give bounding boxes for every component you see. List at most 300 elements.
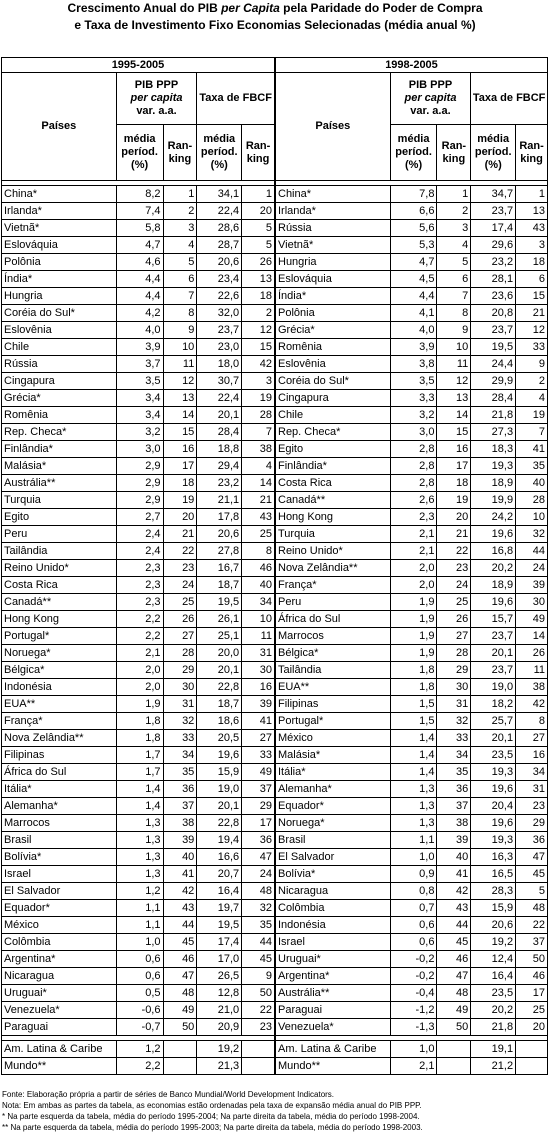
fbcf-media-cell: 29,9 [471, 373, 516, 390]
table-row [276, 883, 548, 900]
fbcf-ranking-cell: 23 [242, 1019, 275, 1036]
table-row [2, 594, 275, 611]
table-row [2, 645, 275, 662]
table-row [2, 254, 275, 271]
pib-media-cell: 7,4 [116, 203, 163, 220]
fbcf-media-cell: 16,3 [471, 849, 516, 866]
fbcf-media-cell: 22,4 [197, 203, 242, 220]
pib-media-cell: 1,3 [390, 781, 437, 798]
pib-media-cell: 4,4 [116, 288, 163, 305]
table-row [276, 934, 548, 951]
fbcf-ranking-cell: 44 [516, 543, 548, 560]
pib-media-cell: 2,3 [390, 509, 437, 526]
country-cell: Uruguai* [276, 951, 391, 968]
table-row [276, 917, 548, 934]
country-cell: Mundo** [2, 1058, 117, 1075]
pib-media-cell: 5,8 [116, 220, 163, 237]
fbcf-ranking-cell [516, 1058, 548, 1075]
country-cell: Itália* [2, 781, 117, 798]
pib-ranking-cell: 26 [163, 611, 197, 628]
fbcf-ranking-cell: 28 [516, 492, 548, 509]
pib-ranking-cell: 27 [437, 628, 471, 645]
pib-media-cell: 0,6 [390, 917, 437, 934]
fbcf-media-cell: 34,7 [471, 186, 516, 203]
fbcf-ranking-cell: 15 [242, 339, 275, 356]
table-row [276, 390, 548, 407]
fbcf-media-cell: 23,4 [197, 271, 242, 288]
pib-media-cell: 0,6 [116, 968, 163, 985]
pib-ranking-cell: 31 [437, 696, 471, 713]
fbcf-media-cell: 22,4 [197, 390, 242, 407]
pib-ranking-cell: 19 [437, 492, 471, 509]
table-row [2, 186, 275, 203]
table-row [276, 1058, 548, 1075]
fbcf-ranking-cell: 26 [516, 645, 548, 662]
fbcf-media-cell: 16,6 [197, 849, 242, 866]
fbcf-media-cell: 20,6 [197, 526, 242, 543]
country-cell: Austrália** [276, 985, 391, 1002]
left-pib-ranking-header: Ran-king [163, 125, 197, 181]
country-cell: Equador* [276, 798, 391, 815]
fbcf-ranking-cell: 2 [242, 305, 275, 322]
country-cell: África do Sul [2, 764, 117, 781]
pib-ranking-cell: 2 [163, 203, 197, 220]
fbcf-media-cell: 17,0 [197, 951, 242, 968]
fbcf-ranking-cell: 38 [242, 441, 275, 458]
country-cell: Reino Unido* [276, 543, 391, 560]
country-cell: Finlândia* [2, 441, 117, 458]
fbcf-media-cell: 19,4 [197, 832, 242, 849]
country-cell: Romênia [276, 339, 391, 356]
pib-ranking-cell: 18 [163, 475, 197, 492]
fbcf-media-cell: 19,3 [471, 764, 516, 781]
table-row [276, 611, 548, 628]
right-fbcf-ranking-header: Ran-king [516, 125, 548, 181]
pib-ranking-cell: 42 [437, 883, 471, 900]
country-cell: Grécia* [276, 322, 391, 339]
fbcf-media-cell: 19,3 [471, 832, 516, 849]
table-row [2, 509, 275, 526]
table-row [276, 1041, 548, 1058]
pib-media-cell: 3,0 [390, 424, 437, 441]
pib-media-cell: 4,5 [390, 271, 437, 288]
country-cell: Bolívia* [2, 849, 117, 866]
pib-media-cell: 0,6 [116, 951, 163, 968]
fbcf-media-cell: 30,7 [197, 373, 242, 390]
pib-ranking-cell: 31 [163, 696, 197, 713]
table-row [2, 271, 275, 288]
table-row [2, 628, 275, 645]
pib-ranking-cell: 22 [437, 543, 471, 560]
country-cell: Egito [2, 509, 117, 526]
pib-ranking-cell: 6 [163, 271, 197, 288]
fbcf-ranking-cell: 38 [516, 679, 548, 696]
pib-ranking-cell: 35 [437, 764, 471, 781]
fbcf-ranking-cell: 32 [242, 900, 275, 917]
country-cell: Bélgica* [276, 645, 391, 662]
pib-ranking-cell: 12 [437, 373, 471, 390]
pib-ranking-cell: 48 [163, 985, 197, 1002]
pib-media-cell: 1,3 [390, 798, 437, 815]
country-cell: Tailândia [276, 662, 391, 679]
fbcf-media-cell: 27,8 [197, 543, 242, 560]
country-cell: Rússia [2, 356, 117, 373]
table-row [2, 849, 275, 866]
table-row [2, 764, 275, 781]
table-row [2, 1002, 275, 1019]
fbcf-media-cell: 21,0 [197, 1002, 242, 1019]
fbcf-media-cell: 12,4 [471, 951, 516, 968]
table-row [2, 390, 275, 407]
country-cell: Filipinas [2, 747, 117, 764]
pib-ranking-cell: 41 [437, 866, 471, 883]
fbcf-ranking-cell: 25 [516, 1002, 548, 1019]
left-panel-table [1, 57, 275, 1075]
country-cell: Chile [2, 339, 117, 356]
country-cell: EUA** [2, 696, 117, 713]
pib-media-cell: 2,1 [116, 645, 163, 662]
table-row [276, 322, 548, 339]
fbcf-media-cell: 16,4 [471, 968, 516, 985]
pib-media-cell: -0,7 [116, 1019, 163, 1036]
table-row [276, 1019, 548, 1036]
country-cell: El Salvador [276, 849, 391, 866]
pib-media-cell: 1,1 [116, 917, 163, 934]
pib-media-cell: 4,4 [116, 271, 163, 288]
pib-media-cell: 3,4 [116, 390, 163, 407]
left-panel-header [2, 58, 275, 181]
left-country-rows [2, 186, 275, 1036]
pib-ranking-cell: 40 [437, 849, 471, 866]
fbcf-ranking-cell: 18 [242, 288, 275, 305]
country-cell: Itália* [276, 764, 391, 781]
fbcf-ranking-cell: 34 [516, 764, 548, 781]
pib-media-cell: 1,3 [116, 849, 163, 866]
country-cell: Eslováquia [276, 271, 391, 288]
country-cell: Hungria [276, 254, 391, 271]
pib-media-cell: 2,1 [390, 543, 437, 560]
country-cell: Uruguai* [2, 985, 117, 1002]
fbcf-ranking-cell [516, 1041, 548, 1058]
pib-media-cell: 1,4 [390, 747, 437, 764]
country-cell: Tailândia [2, 543, 117, 560]
fbcf-ranking-cell: 10 [516, 509, 548, 526]
fbcf-media-cell: 28,1 [471, 271, 516, 288]
pib-ranking-cell: 39 [163, 832, 197, 849]
fbcf-ranking-cell: 33 [516, 339, 548, 356]
table-row [2, 577, 275, 594]
pib-media-cell: 4,0 [390, 322, 437, 339]
pib-media-cell: 1,1 [390, 832, 437, 849]
fbcf-media-cell: 20,1 [197, 798, 242, 815]
pib-media-cell: 2,6 [390, 492, 437, 509]
table-row [2, 322, 275, 339]
fbcf-media-cell: 23,5 [471, 747, 516, 764]
fbcf-ranking-cell: 32 [516, 526, 548, 543]
fbcf-media-cell: 28,4 [197, 424, 242, 441]
table-title [0, 0, 550, 34]
fbcf-ranking-cell: 36 [242, 832, 275, 849]
pib-ranking-cell: 33 [163, 730, 197, 747]
country-cell: França* [276, 577, 391, 594]
pib-media-cell: 2,0 [116, 679, 163, 696]
pib-ranking-cell: 16 [163, 441, 197, 458]
table-row [2, 866, 275, 883]
fbcf-media-cell: 23,0 [197, 339, 242, 356]
pib-media-cell: 3,9 [116, 339, 163, 356]
table-row [2, 339, 275, 356]
table-row [276, 696, 548, 713]
fbcf-media-cell: 20,1 [471, 645, 516, 662]
pib-ranking-cell: 43 [437, 900, 471, 917]
table-row [2, 900, 275, 917]
fbcf-media-cell: 18,3 [471, 441, 516, 458]
pib-media-cell: 2,9 [116, 458, 163, 475]
fbcf-ranking-cell: 28 [242, 407, 275, 424]
pib-media-cell: 1,9 [390, 645, 437, 662]
fbcf-media-cell: 15,7 [471, 611, 516, 628]
pib-media-cell: 2,4 [116, 526, 163, 543]
pib-media-cell: 2,2 [116, 1058, 163, 1075]
country-cell: Eslovênia [276, 356, 391, 373]
table-row [2, 917, 275, 934]
pib-ranking-cell: 10 [437, 339, 471, 356]
pib-ranking-cell: 16 [437, 441, 471, 458]
fbcf-ranking-cell: 14 [242, 475, 275, 492]
fbcf-ranking-cell: 11 [516, 662, 548, 679]
pib-media-cell: 0,8 [390, 883, 437, 900]
table-row [276, 560, 548, 577]
pib-media-cell: 2,4 [116, 543, 163, 560]
fbcf-media-cell: 19,3 [471, 458, 516, 475]
table-row [276, 424, 548, 441]
table-row [2, 934, 275, 951]
country-cell: França* [2, 713, 117, 730]
country-cell: Irlanda* [2, 203, 117, 220]
fbcf-media-cell: 28,4 [471, 390, 516, 407]
pib-ranking-cell: 4 [437, 237, 471, 254]
country-cell: Peru [276, 594, 391, 611]
fbcf-media-cell: 18,2 [471, 696, 516, 713]
fbcf-media-cell: 20,6 [197, 254, 242, 271]
pib-media-cell: 1,4 [390, 730, 437, 747]
pib-media-cell: 3,2 [390, 407, 437, 424]
country-cell: Marrocos [276, 628, 391, 645]
pib-ranking-cell: 2 [437, 203, 471, 220]
country-cell: Indonésia [276, 917, 391, 934]
table-row [2, 883, 275, 900]
pib-ranking-cell: 25 [437, 594, 471, 611]
table-row [2, 781, 275, 798]
fbcf-media-cell: 18,6 [197, 713, 242, 730]
fbcf-media-cell: 26,5 [197, 968, 242, 985]
pib-media-cell: 2,0 [390, 577, 437, 594]
pib-ranking-cell: 11 [437, 356, 471, 373]
pib-media-cell: 2,2 [116, 628, 163, 645]
fbcf-ranking-cell: 4 [242, 458, 275, 475]
country-cell: Turquia [276, 526, 391, 543]
pib-ranking-cell: 46 [163, 951, 197, 968]
pib-ranking-cell: 35 [163, 764, 197, 781]
fbcf-ranking-cell: 33 [242, 747, 275, 764]
fbcf-media-cell: 20,6 [471, 917, 516, 934]
pib-media-cell: 4,7 [390, 254, 437, 271]
right-pib-media-header: média períod. (%) [390, 125, 437, 181]
footnote-double-star: ** Na parte esquerda da tabela, média do período 1995-2003; Na parte direita da tabela, média do período 1998-2003. [2, 1123, 423, 1132]
table-row [276, 356, 548, 373]
country-cell: Portugal* [276, 713, 391, 730]
pib-media-cell: 4,2 [116, 305, 163, 322]
fbcf-media-cell: 28,3 [471, 883, 516, 900]
fbcf-media-cell: 18,7 [197, 577, 242, 594]
table-row [276, 577, 548, 594]
pib-media-cell: 2,8 [390, 475, 437, 492]
right-country-rows [276, 186, 548, 1036]
pib-ranking-cell: 25 [163, 594, 197, 611]
fbcf-ranking-cell: 8 [516, 713, 548, 730]
fbcf-ranking-cell: 13 [516, 203, 548, 220]
table-row [276, 186, 548, 203]
table-row [276, 628, 548, 645]
footnote-note: Nota: Em ambas as partes da tabela, as economias estão ordenadas pela taxa de expansão média anual do PIB PPP. [2, 1101, 422, 1110]
table-row [276, 509, 548, 526]
pib-media-cell: 0,5 [116, 985, 163, 1002]
pib-ranking-cell: 12 [163, 373, 197, 390]
country-cell: Rússia [276, 220, 391, 237]
pib-ranking-cell: 21 [437, 526, 471, 543]
pib-ranking-cell: 9 [163, 322, 197, 339]
fbcf-ranking-cell: 48 [516, 900, 548, 917]
country-cell: África do Sul [276, 611, 391, 628]
pib-ranking-cell: 7 [437, 288, 471, 305]
fbcf-ranking-cell: 27 [242, 730, 275, 747]
table-row [276, 220, 548, 237]
pib-ranking-cell [163, 1041, 197, 1058]
fbcf-media-cell: 19,6 [471, 526, 516, 543]
table-row [2, 679, 275, 696]
fbcf-media-cell: 15,9 [197, 764, 242, 781]
left-fbcf-ranking-header: Ran-king [242, 125, 275, 181]
pib-media-cell: 4,7 [116, 237, 163, 254]
pib-ranking-cell: 38 [437, 815, 471, 832]
right-fbcf-media-header: média períod. (%) [471, 125, 516, 181]
pib-ranking-cell: 34 [163, 747, 197, 764]
pib-media-cell: 1,8 [390, 662, 437, 679]
pib-media-cell: 1,3 [116, 866, 163, 883]
pib-ranking-cell: 32 [437, 713, 471, 730]
fbcf-ranking-cell: 39 [242, 696, 275, 713]
fbcf-ranking-cell: 14 [516, 628, 548, 645]
fbcf-media-cell: 23,5 [471, 985, 516, 1002]
pib-ranking-cell: 20 [437, 509, 471, 526]
pib-ranking-cell: 34 [437, 747, 471, 764]
fbcf-media-cell: 23,7 [471, 322, 516, 339]
pib-ranking-cell: 36 [437, 781, 471, 798]
pib-media-cell: 3,5 [390, 373, 437, 390]
table-row [276, 849, 548, 866]
right-panel-table [275, 57, 548, 1075]
pib-ranking-cell: 42 [163, 883, 197, 900]
pib-media-cell: 2,0 [116, 662, 163, 679]
pib-media-cell: 1,7 [116, 747, 163, 764]
pib-ranking-cell: 17 [437, 458, 471, 475]
table-row [276, 203, 548, 220]
pib-ranking-cell: 8 [437, 305, 471, 322]
table-row [2, 203, 275, 220]
fbcf-media-cell: 25,1 [197, 628, 242, 645]
country-cell: Austrália** [2, 475, 117, 492]
pib-media-cell: 1,8 [116, 730, 163, 747]
country-cell: China* [276, 186, 391, 203]
right-pib-ranking-header: Ran-king [437, 125, 471, 181]
country-cell: Índia* [2, 271, 117, 288]
pib-media-cell: 2,9 [116, 492, 163, 509]
left-pib-media-header: média períod. (%) [116, 125, 163, 181]
table-row [276, 254, 548, 271]
country-cell: Nova Zelândia** [2, 730, 117, 747]
fbcf-ranking-cell: 3 [242, 373, 275, 390]
fbcf-media-cell: 32,0 [197, 305, 242, 322]
fbcf-media-cell: 19,6 [471, 815, 516, 832]
pib-ranking-cell: 44 [163, 917, 197, 934]
pib-media-cell: 6,6 [390, 203, 437, 220]
country-cell: Nova Zelândia** [276, 560, 391, 577]
pib-ranking-cell: 40 [163, 849, 197, 866]
pib-media-cell: 1,3 [116, 815, 163, 832]
country-cell: Eslováquia [2, 237, 117, 254]
fbcf-media-cell: 19,0 [197, 781, 242, 798]
pib-media-cell: 1,5 [390, 713, 437, 730]
fbcf-ranking-cell: 5 [242, 220, 275, 237]
country-cell: Am. Latina & Caribe [276, 1041, 391, 1058]
country-cell: Malásia* [2, 458, 117, 475]
pib-ranking-cell: 3 [437, 220, 471, 237]
table-row [276, 543, 548, 560]
pib-ranking-cell: 30 [163, 679, 197, 696]
pib-ranking-cell: 4 [163, 237, 197, 254]
pib-media-cell: -1,2 [390, 1002, 437, 1019]
pib-ranking-cell: 50 [163, 1019, 197, 1036]
fbcf-media-cell: 16,5 [471, 866, 516, 883]
fbcf-ranking-cell: 31 [516, 781, 548, 798]
fbcf-media-cell: 15,9 [471, 900, 516, 917]
table-row [2, 237, 275, 254]
fbcf-media-cell: 21,8 [471, 407, 516, 424]
pib-media-cell: 7,8 [390, 186, 437, 203]
fbcf-media-cell: 19,2 [471, 934, 516, 951]
table-row [2, 611, 275, 628]
footnotes [2, 1089, 548, 1133]
table-row [2, 475, 275, 492]
pib-ranking-cell: 5 [437, 254, 471, 271]
pib-media-cell: 0,7 [390, 900, 437, 917]
country-cell: Costa Rica [2, 577, 117, 594]
pib-ranking-cell: 24 [437, 577, 471, 594]
table-row [2, 798, 275, 815]
pib-ranking-cell: 13 [163, 390, 197, 407]
fbcf-media-cell: 20,1 [471, 730, 516, 747]
pib-ranking-cell: 14 [163, 407, 197, 424]
pib-ranking-cell: 49 [163, 1002, 197, 1019]
pib-ranking-cell: 1 [163, 186, 197, 203]
fbcf-media-cell: 16,4 [197, 883, 242, 900]
pib-media-cell: 4,1 [390, 305, 437, 322]
fbcf-ranking-cell: 36 [516, 832, 548, 849]
country-cell: Malásia* [276, 747, 391, 764]
fbcf-media-cell: 12,8 [197, 985, 242, 1002]
fbcf-ranking-cell: 24 [242, 866, 275, 883]
country-cell: Canadá** [2, 594, 117, 611]
